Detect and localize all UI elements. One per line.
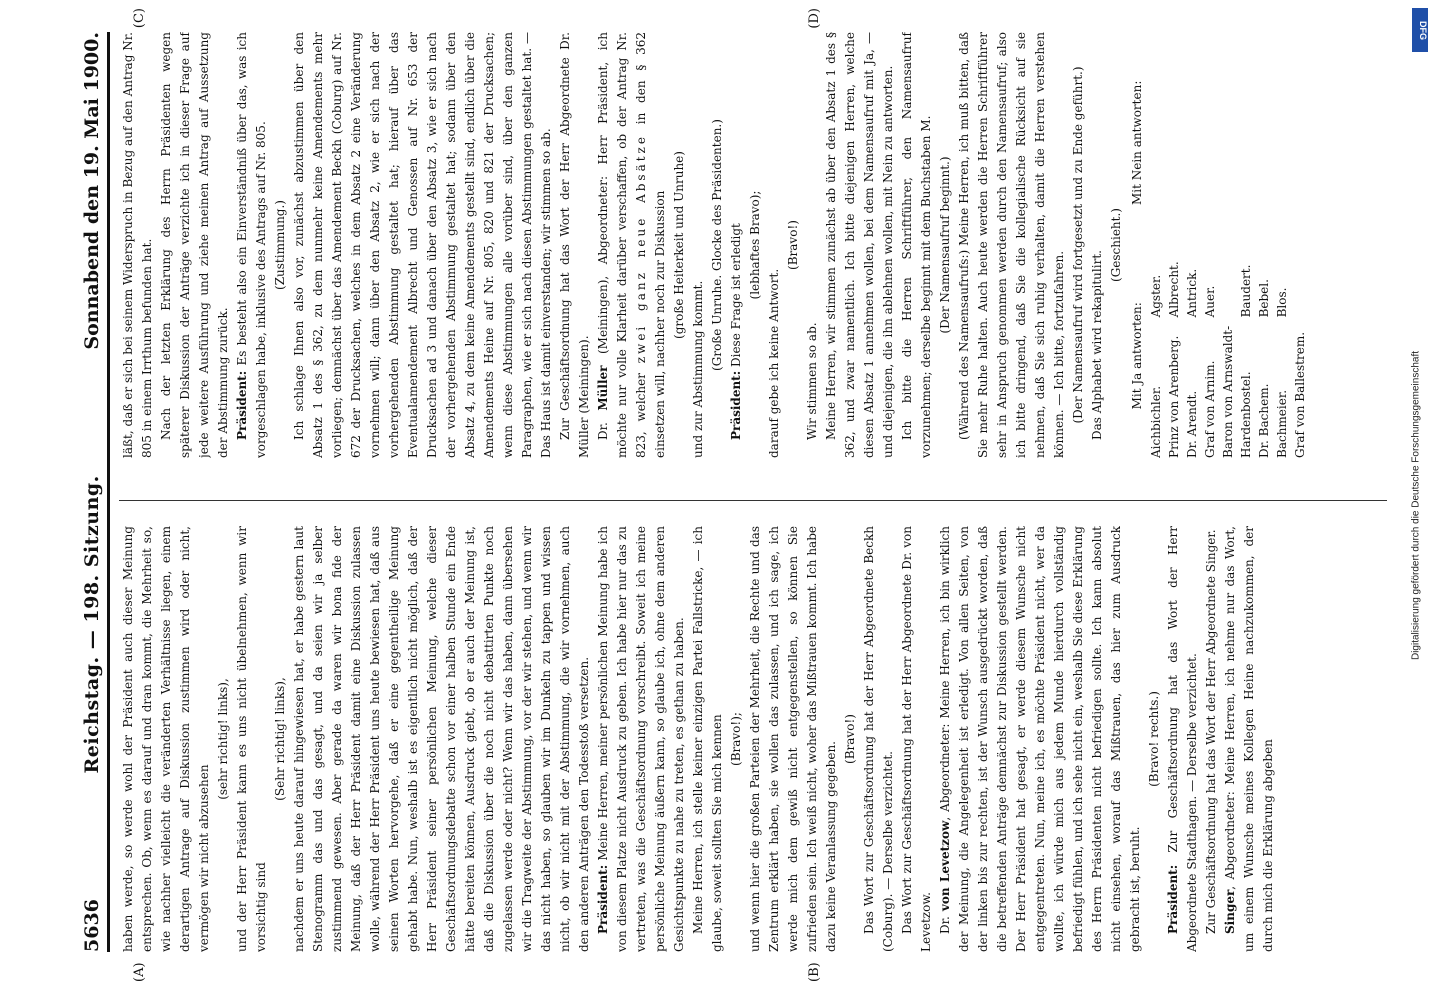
vote-name-list (1147, 32, 1309, 458)
voter-name: Graf von Arnim. (1203, 360, 1217, 458)
digitization-note: Digitalisierung gefördert durch die Deutsche Forschungsgemeinschaft (1410, 350, 1422, 661)
right-paragraph: Meine Herren, wir stimmen zunächst ab über den Absatz 1 des § 362, und zwar namentlich. Ich bitte diejenigen Herren, welche diesen Absatz 1 annehmen wollen, bei dem Namensaufruf mit Ja, — und diejenigen, die ihn ablehnen wollen, mit Nein zu antworten. (824, 32, 895, 458)
text-columns (119, 32, 1387, 952)
voter-name: Dr. Arendt. (1185, 390, 1199, 458)
right-paragraph: Wir stimmen so ab. (805, 322, 819, 440)
page-header (63, 32, 110, 952)
voter-name (1219, 177, 1237, 318)
right-paragraph: (Der Namensaufruf beginnt.) (938, 156, 952, 334)
voter-name: Antrick. (1185, 268, 1199, 318)
right-paragraph: (Geschieht.) (1109, 208, 1123, 282)
left-paragraph: Meine Herren, ich stelle keiner einzigen Partei Fallstricke, — ich glaube, soweit sollten Sie mich kennen (691, 526, 724, 952)
voter-name: Dr. Bachem. (1257, 383, 1271, 458)
voter-name: Baudert. (1239, 264, 1253, 318)
right-paragraph: (Bravo!) (786, 220, 800, 270)
left-paragraph: haben werde, so werde wohl der Präsident auch dieser Meinung entsprechen. Ob, wenn es darauf und dran kommt, die Mehrheit so, wie nachher vielleicht die veränderten Verhältnisse liegen, einem derartigen Antrage auf Diskussion zustimmen wird oder nicht, vermögen wir nicht abzusehen (121, 526, 211, 952)
voter-name: Agster. (1149, 274, 1163, 318)
left-paragraph: Dr. von Levetzow, Abgeordneter: Meine Herren, ich bin wirklich der Meinung, die Angelegenheit ist erledigt. Von allen Seiten, von der linken bis zur rechten, ist der Wunsch ausgedrückt worden, daß die betreffenden Anträge demnächst zur Diskussion gestellt werden. Der Herr Präsident hat gesagt, er werde diesem Wunsche nicht entgegentreten. Nun, meine ich, es möchte Präsident nicht, wer da wollte, ich würde mich aus jedem Munde hierdurch vollständig befriedigt fühlen, und ich sehe nicht ein, weshalb Sie diese Erklärung des Herrn Präsidenten nicht befriedigen sollte. Ich kann absolut nicht einsehen, worauf das Mißtrauen, das hier zum Ausdruck gebracht ist, beruht. (938, 526, 1142, 952)
left-paragraph: und der Herr Präsident kann es uns nicht übelnehmen, wenn wir vorsichtig sind (235, 526, 268, 952)
left-paragraph: Singer, Abgeordneter: Meine Herren, ich nehme nur das Wort, um einem Wunsche meines Kollegen Heine nachzukommen, der durch mich die Erklärung abgeben (1223, 526, 1275, 952)
left-paragraph: Präsident: Zur Geschäftsordnung hat das Wort der Herr Abgeordnete Stadthagen. — Derselbe verzichtet. (1166, 526, 1199, 952)
right-paragraph: darauf gebe ich keine Antwort. (767, 268, 781, 458)
margin-marker-c: (C) (132, 8, 147, 29)
right-paragraph: Präsident: Diese Frage ist erledigt (729, 223, 743, 440)
column-divider (119, 500, 1387, 501)
right-paragraph: Ich bitte die Herren Schriftführer, den Namensaufruf vorzunehmen; derselbe beginnt mit dem Buchstaben M. (900, 32, 933, 458)
voter-name: Auer. (1203, 285, 1217, 318)
left-paragraph: Das Wort zur Geschäftsordnung hat der Herr Abgeordnete Beckh (Coburg). — Derselbe verzichtet. (862, 526, 895, 952)
margin-marker-b: (B) (807, 962, 822, 982)
voter-name: Prinz von Arenberg. (1167, 335, 1181, 458)
left-paragraph: (Bravo! rechts.) (1147, 691, 1161, 787)
voter-name: Aichbichler. (1149, 385, 1163, 458)
left-paragraph: Zur Geschäftsordnung hat das Wort der Herr Abgeordnete Singer. (1204, 529, 1218, 934)
left-paragraph: Präsident: Meine Herren, meiner persönlichen Meinung habe ich von diesem Platze nicht Ausdruck zu geben. Ich habe hier nur das zu vertreten, was die Geschäftsordnung vorschreibt. Soweit ich meine persönliche Meinung äußern kann, so glaube ich, ohne dem anderen Gesichtspunkte zu nahe zu treten, es gethan zu haben. (596, 526, 686, 952)
page-title: Reichstag. — 198. Sitzung. (81, 475, 103, 774)
right-column (119, 32, 1387, 458)
voter-name: Bachmeier. (1275, 389, 1289, 458)
margin-marker-d: (D) (807, 8, 822, 29)
voter-name: Bebel. (1257, 279, 1271, 318)
right-paragraph: läßt, daß er sich bei seinem Widerspruch in Bezug auf den Antrag Nr. 805 in einem Irrthum befunden hat. (121, 32, 154, 458)
margin-marker-a: (A) (132, 962, 147, 982)
page-number: 5636 (81, 899, 103, 952)
vote-nein-label: Mit Nein antworten: (1130, 80, 1144, 206)
vote-headings (1128, 32, 1147, 458)
vote-ja-names (1147, 317, 1309, 458)
right-paragraph: Zur Geschäftsordnung hat das Wort der Herr Abgeordnete Dr. Müller (Meiningen). (558, 32, 591, 458)
right-paragraph: (lebhaftes Bravo); (748, 190, 762, 300)
right-paragraph: (Während des Namensaufrufs:) Meine Herren, ich muß bitten, daß Sie mehr Ruhe halten. Auch heute werden die Herren Schriftführer sehr in Anspruch genommen werden durch den Namensaufruf; also ich bitte dringend, daß Sie die kollegialische Rücksicht auf sie nehmen, daß Sie sich ruhig verhalten, damit die Herren verstehen können. — Ich bitte, fortzufahren. (957, 32, 1066, 458)
page-date: Sonnabend den 19. Mai 1900. (81, 32, 103, 350)
newspaper-page (37, 0, 1397, 1000)
voter-name: Baron von Arnswaldt-Hardenbostel. (1221, 325, 1253, 458)
right-paragraph: Nach der letzten Erklärung des Herrn Präsidenten wegen späterer Diskussion der Anträge verzichte ich in dieser Frage auf jede weitere Ausführung und ziehe meinen Antrag auf Aussetzung der Abstimmung zurück. (159, 32, 230, 458)
left-paragraph: (sehr richtig! links), (216, 678, 230, 800)
left-paragraph: (Sehr richtig! links), (273, 677, 287, 801)
left-paragraph: (Bravo!) (843, 714, 857, 764)
voter-name: Blos. (1275, 287, 1289, 318)
right-paragraph: Präsident: Es besteht also ein Einverständniß über das, was ich vorgeschlagen habe, inklusive des Antrags auf Nr. 805. (235, 32, 268, 458)
right-paragraph: (Große Unruhe. Glocke des Präsidenten.) (710, 119, 724, 371)
left-paragraph: Das Wort zur Geschäftsordnung hat der Herr Abgeordnete Dr. von Levetzow. (900, 526, 933, 952)
right-paragraph: (Der Namensaufruf wird fortgesetzt und zu Ende geführt.) (1071, 66, 1085, 424)
right-paragraph: Ich schlage Ihnen also vor, zunächst abzustimmen über den Absatz 1 des § 362, zu dem nunmehr keine Amendements mehr vorliegen; demnächst über das Amendement Beckh (Coburg) auf Nr. 672 der Drucksachen, welches in dem Absatz 2 eine Veränderung vornehmen will; dann über den Absatz 2, wie er sich nach der vorhergehenden Abstimmung gestaltet hat; hierauf über das Eventualamendement Albrecht und Genossen auf Nr. 653 der Drucksachen ad 3 und danach über den Absatz 3, wie er sich nach der vorhergehenden Abstimmung gestaltet hat; sodann über den Absatz 4, zu dem keine Amendements gestellt sind, endlich über die Amendements Heine auf Nr. 805, 820 und 821 der Drucksachen; wenn diese Abstimmungen alle vorüber sind, über den ganzen Paragraphen, wie er sich nach diesen Abstimmungen gestaltet hat. — Das Haus ist damit einverstanden; wir stimmen so ab. (292, 32, 553, 458)
left-column (119, 526, 1387, 952)
vote-nein-names (1147, 177, 1309, 318)
right-paragraph: (große Heiterkeit und Unruhe) (672, 151, 686, 339)
left-paragraph: und wenn hier die großen Parteien der Mehrheit, die Rechte und das Zentrum erklärt haben, sie wollen das zulassen, und ich sage, ich werde mich dem gewiß nicht entgegenstellen, so können Sie zufrieden sein. Ich weiß nicht, woher das Mißtrauen kommt. Ich habe dazu keine Veranlassung gegeben. (748, 526, 838, 952)
right-paragraph: Dr. Müller (Meiningen), Abgeordneter: Herr Präsident, ich möchte nur volle Klarheit darüber verschaffen, ob der Antrag Nr. 823, welcher zwei ganz neue Absätze in den § 362 einsetzen will, nachher noch zur Diskussion (596, 32, 667, 458)
voter-name: Graf von Ballestrem. (1293, 331, 1307, 458)
right-paragraph: Das Alphabet wird rekapitulirt. (1090, 250, 1104, 440)
vote-ja-label: Mit Ja antworten: (1130, 302, 1144, 410)
dfg-logo: DFG (1412, 8, 1428, 52)
right-column-text (119, 32, 1126, 458)
right-paragraph: (Zustimmung.) (273, 200, 287, 290)
left-paragraph: (Bravo!); (729, 712, 743, 766)
left-paragraph: nachdem er uns heute darauf hingewiesen hat, er habe gestern laut Stenogramm das und das gesagt, und da seien wir ja selber zustimmend gewesen. Aber gerade da waren wir bona fide der Meinung, daß der Herr Präsident damit eine Diskussion zulassen wolle, während der Herr Präsident uns heute bewiesen hat, daß aus seinen Worten hervorgehe, daß er eine gegentheilige Meinung gehabt habe. Nun, weshalb ist es eigentlich nicht möglich, daß der Herr Präsident seiner persönlichen Meinung, welche dieser Geschäftsordnungsdebatte schon vor einer halben Stunde ein Ende hätte bereiten können, Ausdruck giebt, ob er auch der Meinung ist, daß die Diskussion über die noch nicht debattirten Punkte noch zugelassen werde oder nicht? Wenn wir das haben, dann übersehen wir die Tragweite der Abstimmung, vor der wir stehen, und wenn wir das nicht haben, so glauben wir im Dunkeln zu tappen und wissen nicht, ob wir nicht mit der Abstimmung, die wir vornehmen, auch den anderen Anträgen den Todesstoß versetzen. (292, 526, 591, 952)
voter-name: Albrecht. (1167, 261, 1181, 318)
right-paragraph: und zur Abstimmung kommt. (691, 280, 705, 458)
